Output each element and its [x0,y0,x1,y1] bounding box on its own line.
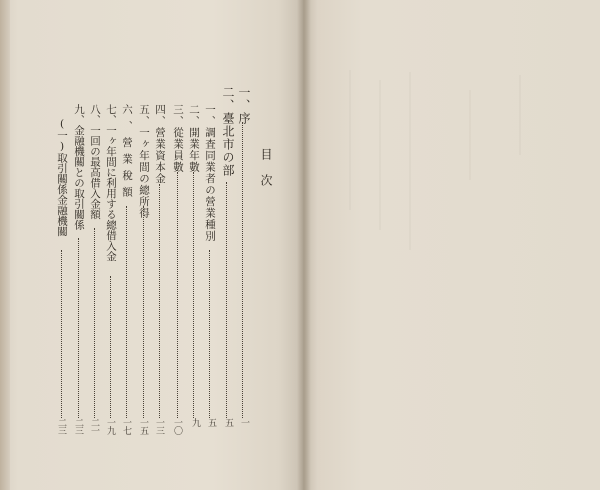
toc-entry-11: 九、金融機關との取引關係 [73,104,85,230]
toc-leader [177,172,178,418]
toc-page-10: 二一 [89,418,99,434]
toc-heading: 目次 [259,148,273,200]
toc-page-6: 一三 [154,418,164,434]
toc-entry-2: 二、臺北市の部 [221,86,235,177]
toc-page-11: 二三 [73,418,83,434]
toc-leader [94,228,95,418]
toc-leader [159,184,160,418]
toc-entry-5: 三、從業員數 [172,104,184,173]
toc-entry-7: 五、一ヶ年間の總所得 [138,104,150,219]
toc-page-5: 一〇 [172,418,182,434]
toc-page-2: 五 [223,418,233,426]
toc-page-8: 一七 [121,418,131,434]
toc-entry-6: 四、營業資本金 [154,104,166,185]
toc-leader [193,172,194,418]
toc-page-12: 二三 [56,418,66,434]
toc-page-7: 一五 [138,418,148,434]
show-through-texture [320,60,570,440]
toc-entry-10: 八、一回の最高借入金額 [89,104,101,220]
toc-leader [126,206,127,418]
page-edge [0,0,10,490]
toc-leader [143,206,144,418]
book-gutter [297,0,311,490]
toc-entry-3: 一、調査同業者の營業種別 [204,104,216,242]
toc-page-4: 九 [190,418,200,426]
toc-page-1: 一 [239,418,249,426]
toc-entry-1: 一、序 [237,86,251,125]
toc-page-9: 一九 [105,418,115,434]
toc-leader [78,238,79,418]
toc-leader [242,122,243,418]
toc-entry-12: (一)取引關係金融機關 [56,118,68,237]
toc-leader [226,182,227,418]
toc-entry-9: 七、一ヶ年間に利用する總借入金 [105,104,117,262]
toc-leader [110,276,111,418]
toc-page-3: 五 [206,418,216,426]
toc-leader [61,250,62,418]
toc-entry-4: 二、開業年數 [188,104,200,173]
toc-leader [209,250,210,418]
toc-entry-8: 六、營業稅額 [121,104,133,203]
